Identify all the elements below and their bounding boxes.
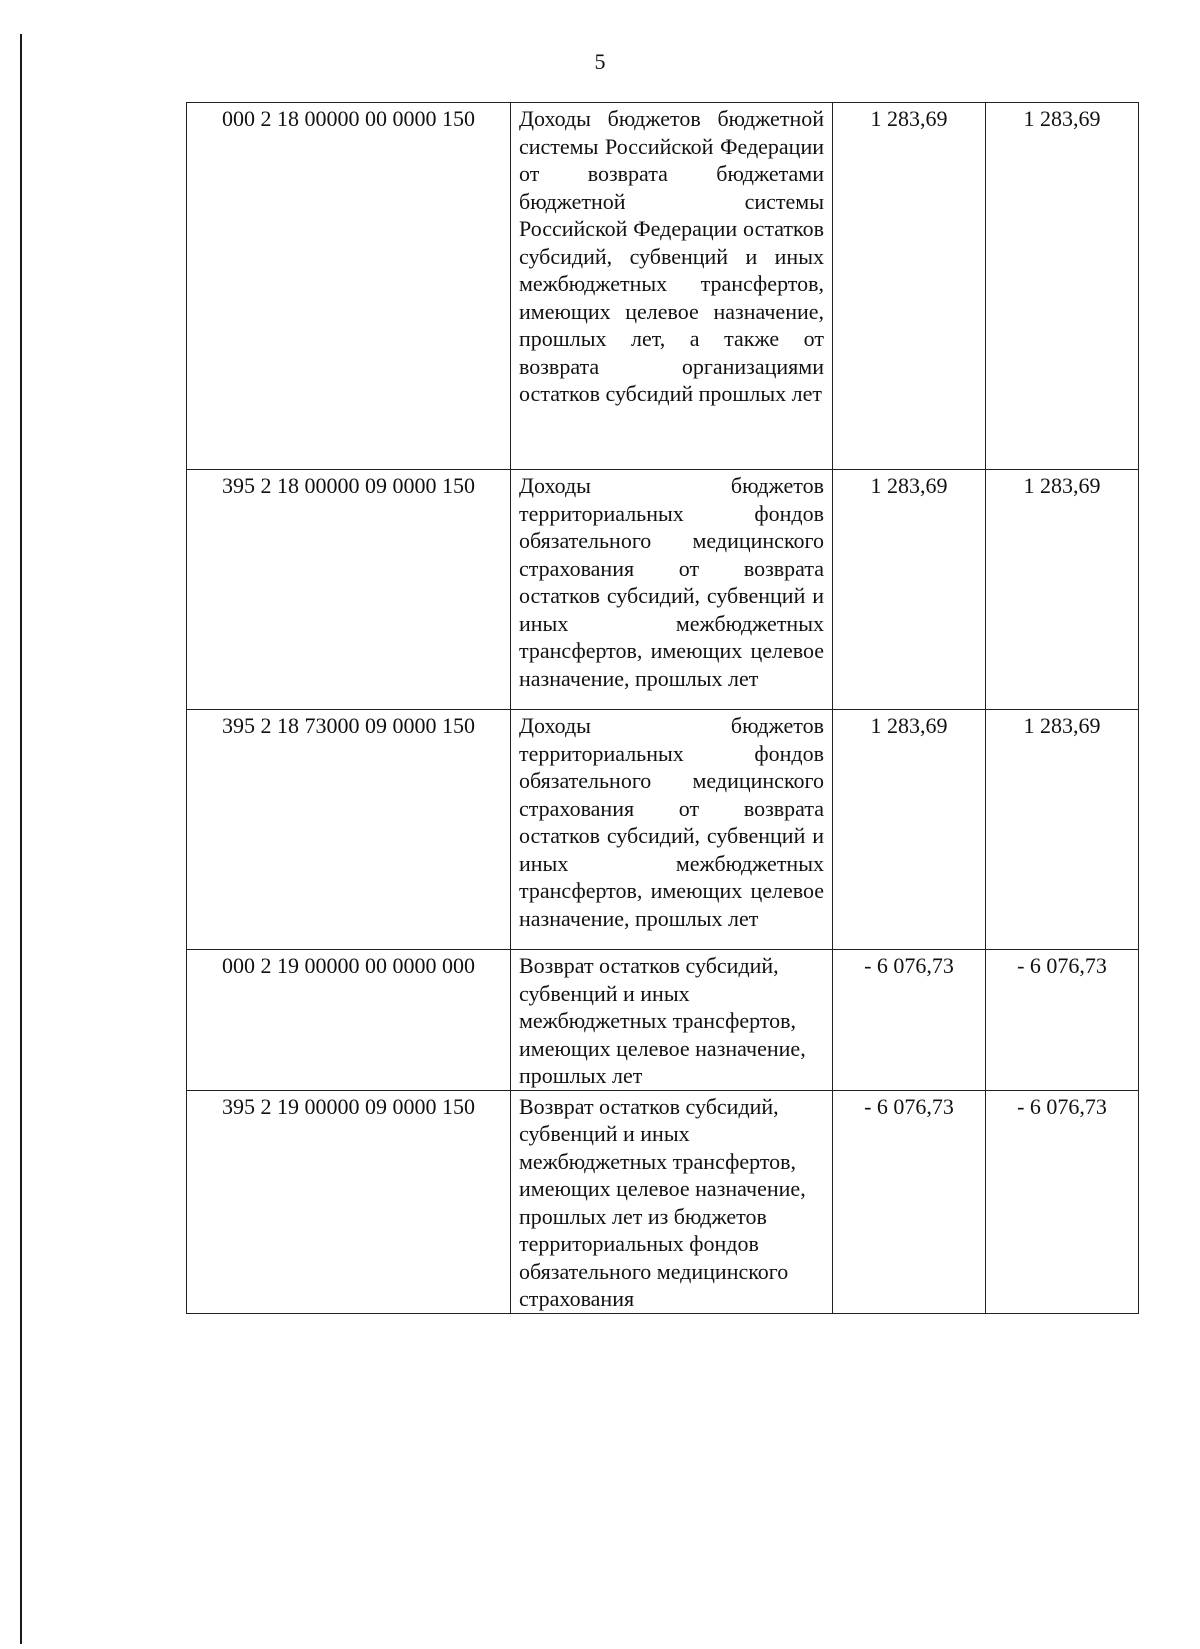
scan-border-line [20,34,22,1644]
amount-cell: - 6 076,73 [833,950,986,1091]
amount-cell: 1 283,69 [833,470,986,710]
revenue-name-cell: Возврат остатков субсидий, субвенций и иных межбюджетных трансфертов, имеющих целевое назначение, прошлых лет из бюджетов территориальных фондов обязательного медицинского страхования [511,1090,833,1313]
amount-cell: 1 283,69 [986,470,1139,710]
amount-cell: - 6 076,73 [833,1090,986,1313]
revenue-name-cell: Доходы бюджетов территориальных фондов обязательного медицинского страхования от возврата остатков субсидий, субвенций и иных межбюджетных трансфертов, имеющих целевое назначение, прошлых лет [511,710,833,950]
amount-cell: - 6 076,73 [986,950,1139,1091]
table-row [187,1090,1139,1313]
page-number: 5 [594,49,606,74]
amount-cell: 1 283,69 [986,103,1139,470]
amount-cell: 1 283,69 [986,710,1139,950]
amount-cell: 1 283,69 [833,103,986,470]
revenue-name-cell: Доходы бюджетов бюджетной системы Российской Федерации от возврата бюджетами бюджетной системы Российской Федерации остатков субсидий, субвенций и иных межбюджетных трансфертов, имеющих целевое назначение, прошлых лет, а также от возврата организациями остатков субсидий прошлых лет [511,103,833,470]
budget-table-container [186,102,1138,1314]
revenue-name-cell: Возврат остатков субсидий, субвенций и иных межбюджетных трансфертов, имеющих целевое назначение, прошлых лет [511,950,833,1091]
budget-code-cell: 395 2 18 00000 09 0000 150 [187,470,511,710]
budget-code-cell: 000 2 19 00000 00 0000 000 [187,950,511,1091]
table-row [187,103,1139,470]
budget-code-cell: 395 2 18 73000 09 0000 150 [187,710,511,950]
amount-cell: - 6 076,73 [986,1090,1139,1313]
table-row [187,470,1139,710]
budget-revenue-table [186,102,1139,1314]
table-row [187,710,1139,950]
revenue-name-cell: Доходы бюджетов территориальных фондов обязательного медицинского страхования от возврата остатков субсидий, субвенций и иных межбюджетных трансфертов, имеющих целевое назначение, прошлых лет [511,470,833,710]
amount-cell: 1 283,69 [833,710,986,950]
table-row [187,950,1139,1091]
budget-code-cell: 395 2 19 00000 09 0000 150 [187,1090,511,1313]
budget-code-cell: 000 2 18 00000 00 0000 150 [187,103,511,470]
